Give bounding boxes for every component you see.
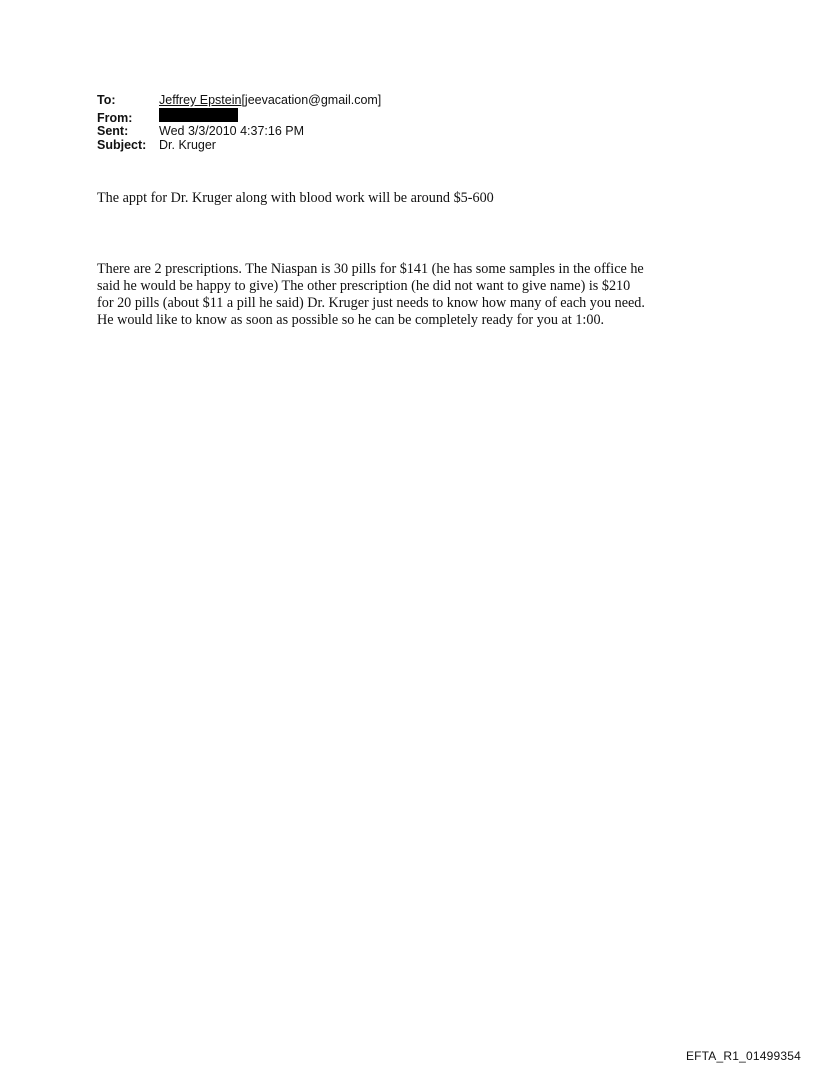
body-line: There are 2 prescriptions. The Niaspan is 30 pills for $141 (he has some samples in the office he bbox=[97, 261, 644, 277]
body-paragraph-1: The appt for Dr. Kruger along with blood work will be around $5-600 bbox=[97, 190, 494, 206]
recipient-address: [jeevacation@gmail.com] bbox=[241, 93, 382, 107]
redaction-box bbox=[159, 108, 238, 122]
body-line: said he would be happy to give) The other prescription (he did not want to give name) is $210 bbox=[97, 278, 631, 294]
to-label: To: bbox=[97, 93, 116, 107]
from-label: From: bbox=[97, 110, 133, 125]
body-paragraph-2 bbox=[97, 261, 645, 329]
body-line: for 20 pills (about $11 a pill he said) Dr. Kruger just needs to know how many of each you need. bbox=[97, 295, 645, 311]
recipient-name[interactable]: Jeffrey Epstein bbox=[159, 93, 242, 107]
subject-row bbox=[97, 139, 381, 153]
body-line: He would like to know as soon as possible so he can be completely ready for you at 1:00. bbox=[97, 312, 605, 328]
from-row bbox=[97, 108, 381, 126]
subject-value: Dr. Kruger bbox=[159, 137, 216, 152]
to-value bbox=[159, 94, 381, 108]
sent-label: Sent: bbox=[97, 124, 129, 138]
document-id: EFTA_R1_01499354 bbox=[685, 1049, 801, 1063]
sent-row bbox=[97, 125, 381, 139]
email-header bbox=[97, 94, 381, 152]
to-row bbox=[97, 94, 381, 108]
subject-label: Subject: bbox=[97, 137, 147, 152]
sent-value: Wed 3/3/2010 4:37:16 PM bbox=[159, 124, 305, 138]
